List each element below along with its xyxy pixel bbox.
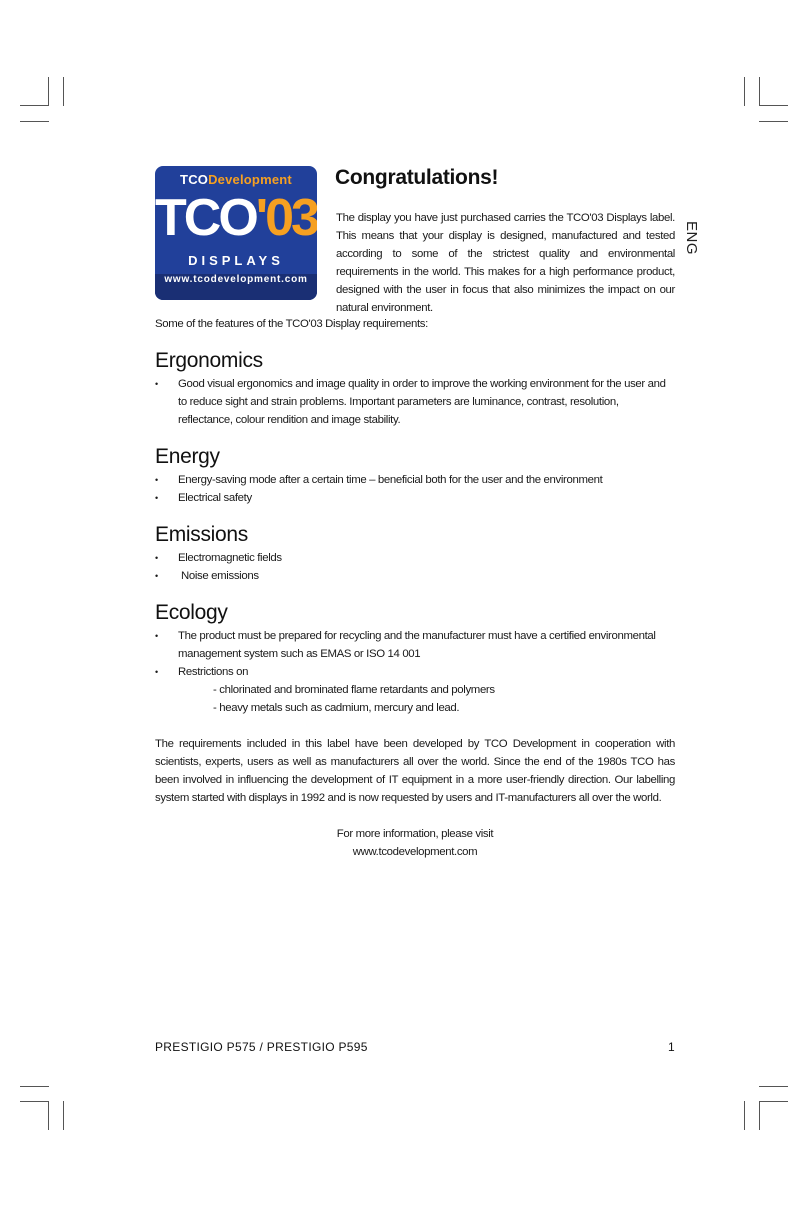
crop-mark [20,1086,49,1087]
logo-top-left: TCO [180,172,209,187]
list-item: • Energy-saving mode after a certain time – beneficial both for the user and the environment [155,471,675,489]
heading-ecology: Ecology [155,601,228,624]
ecology-list [155,627,675,681]
heading-energy: Energy [155,445,220,468]
footer-model: PRESTIGIO P575 / PRESTIGIO P595 [155,1040,368,1054]
language-tab: ENG [683,221,700,256]
list-item: • Electrical safety [155,489,675,507]
features-intro: Some of the features of the TCO'03 Display requirements: [155,318,428,330]
tco-displays-logo [155,166,317,300]
main-content [155,315,675,861]
crop-mark [20,121,49,122]
crop-mark [744,1101,745,1130]
intro-paragraph: The display you have just purchased carries the TCO'03 Displays label. This means that your display is designed, manufactured and tested according to some of the strictest quality and environmental requirements in the world. This makes for a high performance product, designed with the user in focus that also minimizes the impact on our natural environment. [336,212,675,314]
crop-mark [48,1101,49,1130]
crop-mark [20,1101,49,1102]
crop-mark [759,1101,760,1130]
crop-mark [744,77,745,106]
crop-mark [759,77,760,106]
crop-mark [48,77,49,106]
logo-top-line [155,172,317,187]
page-title: Congratulations! [335,166,499,189]
crop-mark [759,1101,788,1102]
list-item: • Good visual ergonomics and image quality in order to improve the working environment for the user and to reduce sight and strain problems. Important parameters are luminance, contrast, resolution, reflectance, colour rendition and image stability. [155,375,675,429]
list-item: • Electromagnetic fields [155,549,675,567]
crop-mark [759,121,788,122]
energy-list [155,471,675,507]
sub-item: - chlorinated and brominated flame retardants and polymers [213,684,495,696]
logo-subtitle: DISPLAYS [188,253,284,268]
heading-emissions: Emissions [155,523,248,546]
crop-mark [20,105,49,106]
crop-mark [63,1101,64,1130]
logo-main-left: TCO [155,189,256,247]
logo-main-mark [155,186,317,250]
list-item: • The product must be prepared for recycling and the manufacturer must have a certified environmental management system such as EMAS or ISO 14 001 [155,627,675,663]
emissions-list [155,549,675,585]
list-item: • Restrictions on [155,663,675,681]
crop-mark [63,77,64,106]
crop-mark [759,105,788,106]
logo-url: www.tcodevelopment.com [155,274,317,300]
closing-paragraph: The requirements included in this label have been developed by TCO Development in cooperation with scientists, experts, users as well as manufacturers all over the world. Since the end of the 1980s TCO has been involved in influencing the development of IT equipment in a more user-friendly direction. Our labelling system started with displays in 1992 and is now requested by users and IT-manufacturers all over the world. [155,738,675,804]
heading-ergonomics: Ergonomics [155,349,263,372]
logo-top-right: Development [208,172,292,187]
crop-mark [759,1086,788,1087]
logo-main-right: '03 [255,189,317,247]
more-info-line: For more information, please visit [336,828,494,840]
ergonomics-list [155,375,675,429]
list-item: • Noise emissions [155,567,675,585]
sub-item: - heavy metals such as cadmium, mercury and lead. [213,702,460,714]
more-info-url: www.tcodevelopment.com [352,846,478,858]
page-number: 1 [668,1040,675,1054]
